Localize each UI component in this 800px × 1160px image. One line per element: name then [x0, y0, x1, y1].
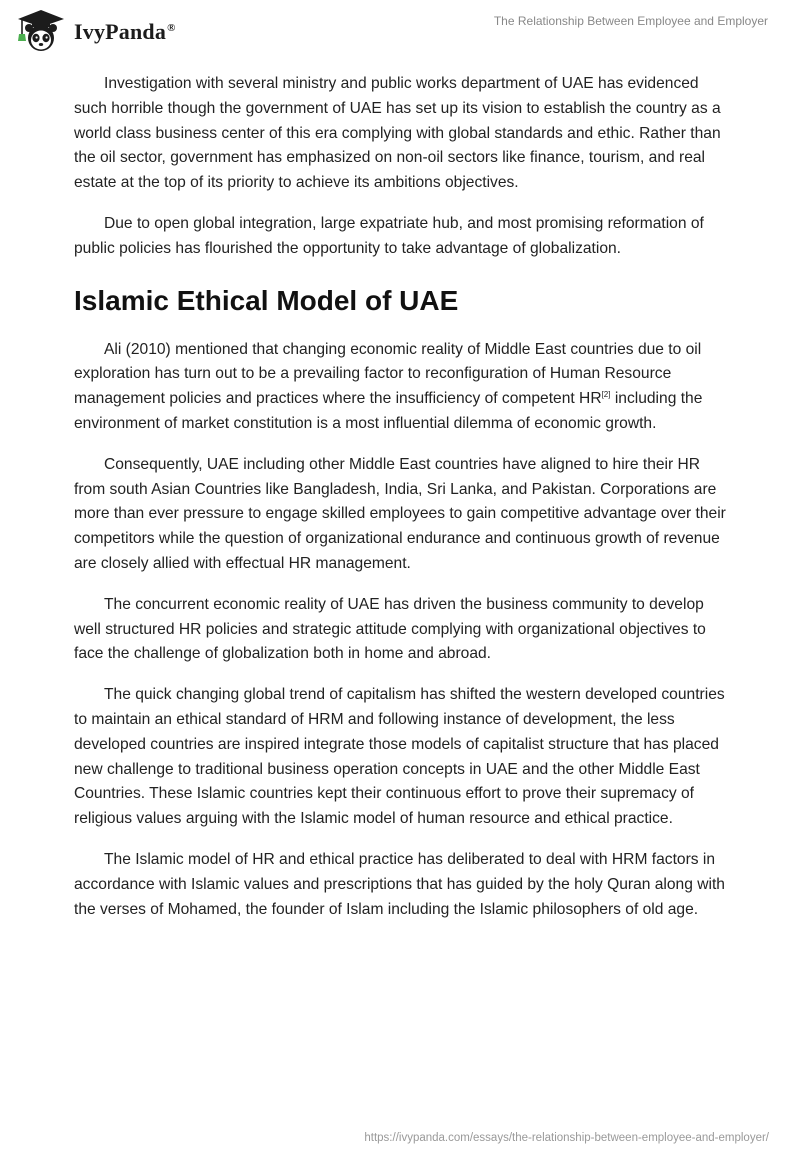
page-header — [0, 0, 800, 62]
paragraph-with-reference — [74, 338, 734, 437]
brand-logo-link[interactable] — [14, 8, 176, 54]
paragraph: The concurrent economic reality of UAE has driven the business community to develop well structured HR policies and strategic attitude complying with organizational objectives to face the challenge of globalization both in home and abroad. — [74, 595, 706, 663]
brand-name: IvyPanda® — [74, 19, 176, 44]
paragraph: Investigation with several ministry and public works department of UAE has evidenced such horrible though the government of UAE has set up its vision to establish the country as a world class business center of this era complying with global standards and ethic. Rather than the oil sector, government has emphasized on non-oil sectors like finance, tourism, and real estate at the top of its priority to achieve its ambitions objectives. — [74, 75, 721, 192]
paragraph-text: Ali (2010) mentioned that changing economic reality of Middle East countries due to oil exploration has turn out to be a prevailing factor to reconfiguration of Human Resource management policies and practices where the insufficiency of competent HR — [74, 340, 702, 408]
paragraph: Due to open global integration, large expatriate hub, and most promising reformation of public policies has flourished the opportunity to take advantage of globalization. — [74, 214, 704, 257]
section-heading: Islamic Ethical Model of UAE — [74, 284, 459, 316]
essay-content — [74, 72, 734, 938]
paragraph: The Islamic model of HR and ethical practice has deliberated to deal with HRM factors in accordance with Islamic values and prescriptions that has guided by the holy Quran along with the verses of Mohamed, the founder of Islam including the Islamic philosophers of old age. — [74, 850, 725, 918]
source-url[interactable]: https://ivypanda.com/essays/the-relationship-between-employee-and-employer/ — [364, 1132, 769, 1144]
paragraph: The quick changing global trend of capitalism has shifted the western developed countries to maintain an ethical standard of HRM and following instance of development, the less developed countries are inspired integrate those models of capitalist structure that has placed new challenge to traditional business operation concepts in UAE and the other Middle East Countries. These Islamic countries kept their continuous effort to prove their supremacy of religious values arguing with the Islamic model of human resource and ethical practice. — [74, 686, 725, 828]
paragraph: Consequently, UAE including other Middle East countries have aligned to hire their HR from south Asian Countries like Bangladesh, India, Sri Lanka, and Pakistan. Corporations are more than ever pressure to engage skilled employees to gain competitive advantage over their competitors while the question of organizational endurance and continuous growth of revenue are closely allied with effectual HR management. — [74, 455, 726, 572]
paragraph-text: including the environment of market constitution is a most influential dilemma of economic growth. — [74, 390, 703, 432]
document-title: The Relationship Between Employee and Employer — [493, 14, 768, 28]
panda-graduate-icon — [14, 8, 68, 54]
reference-link[interactable]: [2] — [601, 390, 611, 400]
registered-mark: ® — [167, 21, 176, 34]
